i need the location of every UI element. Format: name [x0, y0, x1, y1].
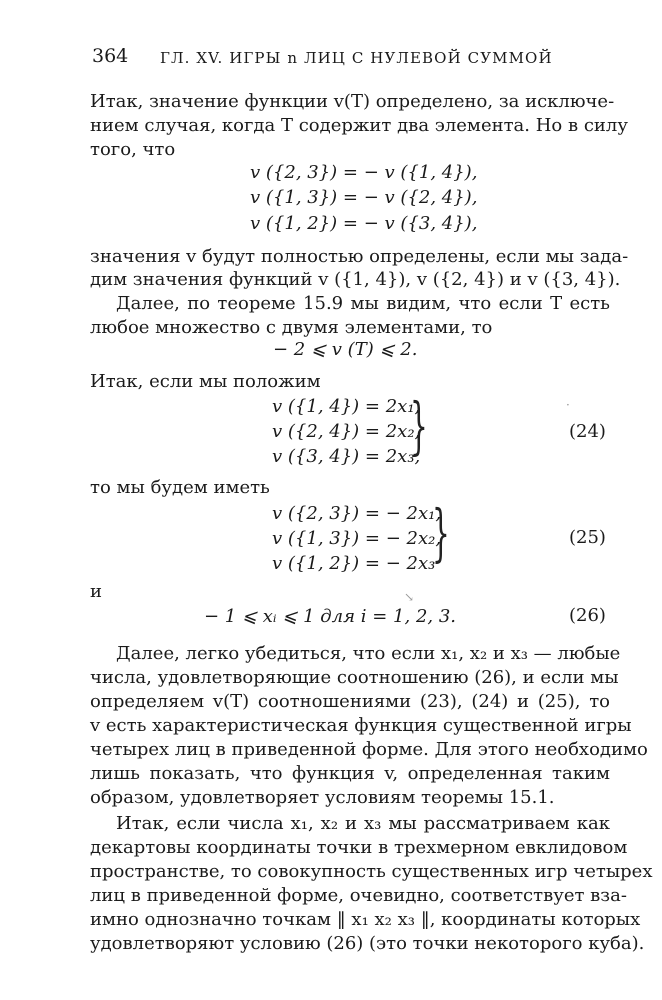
- equation-number: (25): [569, 527, 606, 548]
- text-line: декартовы координаты точки в трехмерном евклидовом: [90, 837, 628, 858]
- text-line: дим значения функций v ({1, 4}), v ({2, 4}) и v ({3, 4}).: [90, 269, 621, 290]
- equation-line: − 1 ⩽ xᵢ ⩽ 1 для i = 1, 2, 3.: [204, 606, 457, 627]
- stray-mark-icon: ·: [566, 398, 570, 412]
- text-line: лишь показать, что функция v, определенная таким: [90, 763, 610, 784]
- text-line: Итак, значение функции v(T) определено, за исключе-: [90, 91, 615, 112]
- text-line: значения v будут полностью определены, если мы зада-: [90, 246, 629, 267]
- equation-line: v ({2, 4}) = 2x₂,: [272, 421, 421, 442]
- text-line: четырех лиц в приведенной форме. Для этого необходимо: [90, 739, 648, 760]
- stray-mark-icon: ↘: [404, 590, 415, 604]
- text-line: Итак, если числа x₁, x₂ и x₃ мы рассматриваем как: [116, 813, 610, 834]
- text-line: пространстве, то совокупность существенных игр четырех: [90, 861, 653, 882]
- equation-number: (24): [569, 421, 606, 442]
- text-line: v есть характеристическая функция существенной игры: [90, 715, 632, 736]
- text-line: удовлетворяют условию (26) (это точки некоторого куба).: [90, 933, 645, 954]
- equation-bound: − 2 ⩽ v (T) ⩽ 2.: [273, 339, 418, 360]
- text-line: то мы будем иметь: [90, 477, 270, 498]
- equation-line: v ({1, 2}) = − 2x₃: [272, 553, 436, 574]
- text-line: Далее, легко убедиться, что если x₁, x₂ и x₃ — любые: [116, 643, 621, 664]
- equation-line: v ({1, 2}) = − v ({3, 4}),: [250, 213, 478, 234]
- equation-line: v ({2, 3}) = − v ({1, 4}),: [250, 162, 478, 183]
- text-line: числа, удовлетворяющие соотношению (26), и если мы: [90, 667, 619, 688]
- text-line: имно однозначно точкам ‖ x₁ x₂ x₃ ‖, координаты которых: [90, 909, 641, 930]
- equation-line: v ({2, 3}) = − 2x₁,: [272, 503, 442, 524]
- text-line: того, что: [90, 139, 176, 160]
- right-brace-icon: }: [432, 496, 450, 569]
- text-line: Далее, по теореме 15.9 мы видим, что если T есть: [116, 293, 610, 314]
- right-brace-icon: }: [410, 389, 428, 462]
- text-line: Итак, если мы положим: [90, 371, 321, 392]
- text-line: любое множество с двумя элементами, то: [90, 317, 493, 338]
- text-line: нием случая, когда T содержит два элемента. Но в силу: [90, 115, 628, 136]
- equation-line: v ({1, 3}) = − 2x₂,: [272, 528, 442, 549]
- text-line: образом, удовлетворяет условиям теоремы 15.1.: [90, 787, 555, 808]
- running-title: ГЛ. XV. ИГРЫ n ЛИЦ С НУЛЕВОЙ СУММОЙ: [160, 49, 553, 67]
- text-line: определяем v(T) соотношениями (23), (24) и (25), то: [90, 691, 610, 712]
- equation-line: v ({1, 3}) = − v ({2, 4}),: [250, 187, 478, 208]
- equation-line: v ({3, 4}) = 2x₃,: [272, 446, 421, 467]
- page-number: 364: [92, 45, 129, 67]
- equation-number: (26): [569, 605, 606, 626]
- text-line: лиц в приведенной форме, очевидно, соответствует вза-: [90, 885, 627, 906]
- text-line: и: [90, 581, 102, 602]
- equation-line: v ({1, 4}) = 2x₁,: [272, 396, 421, 417]
